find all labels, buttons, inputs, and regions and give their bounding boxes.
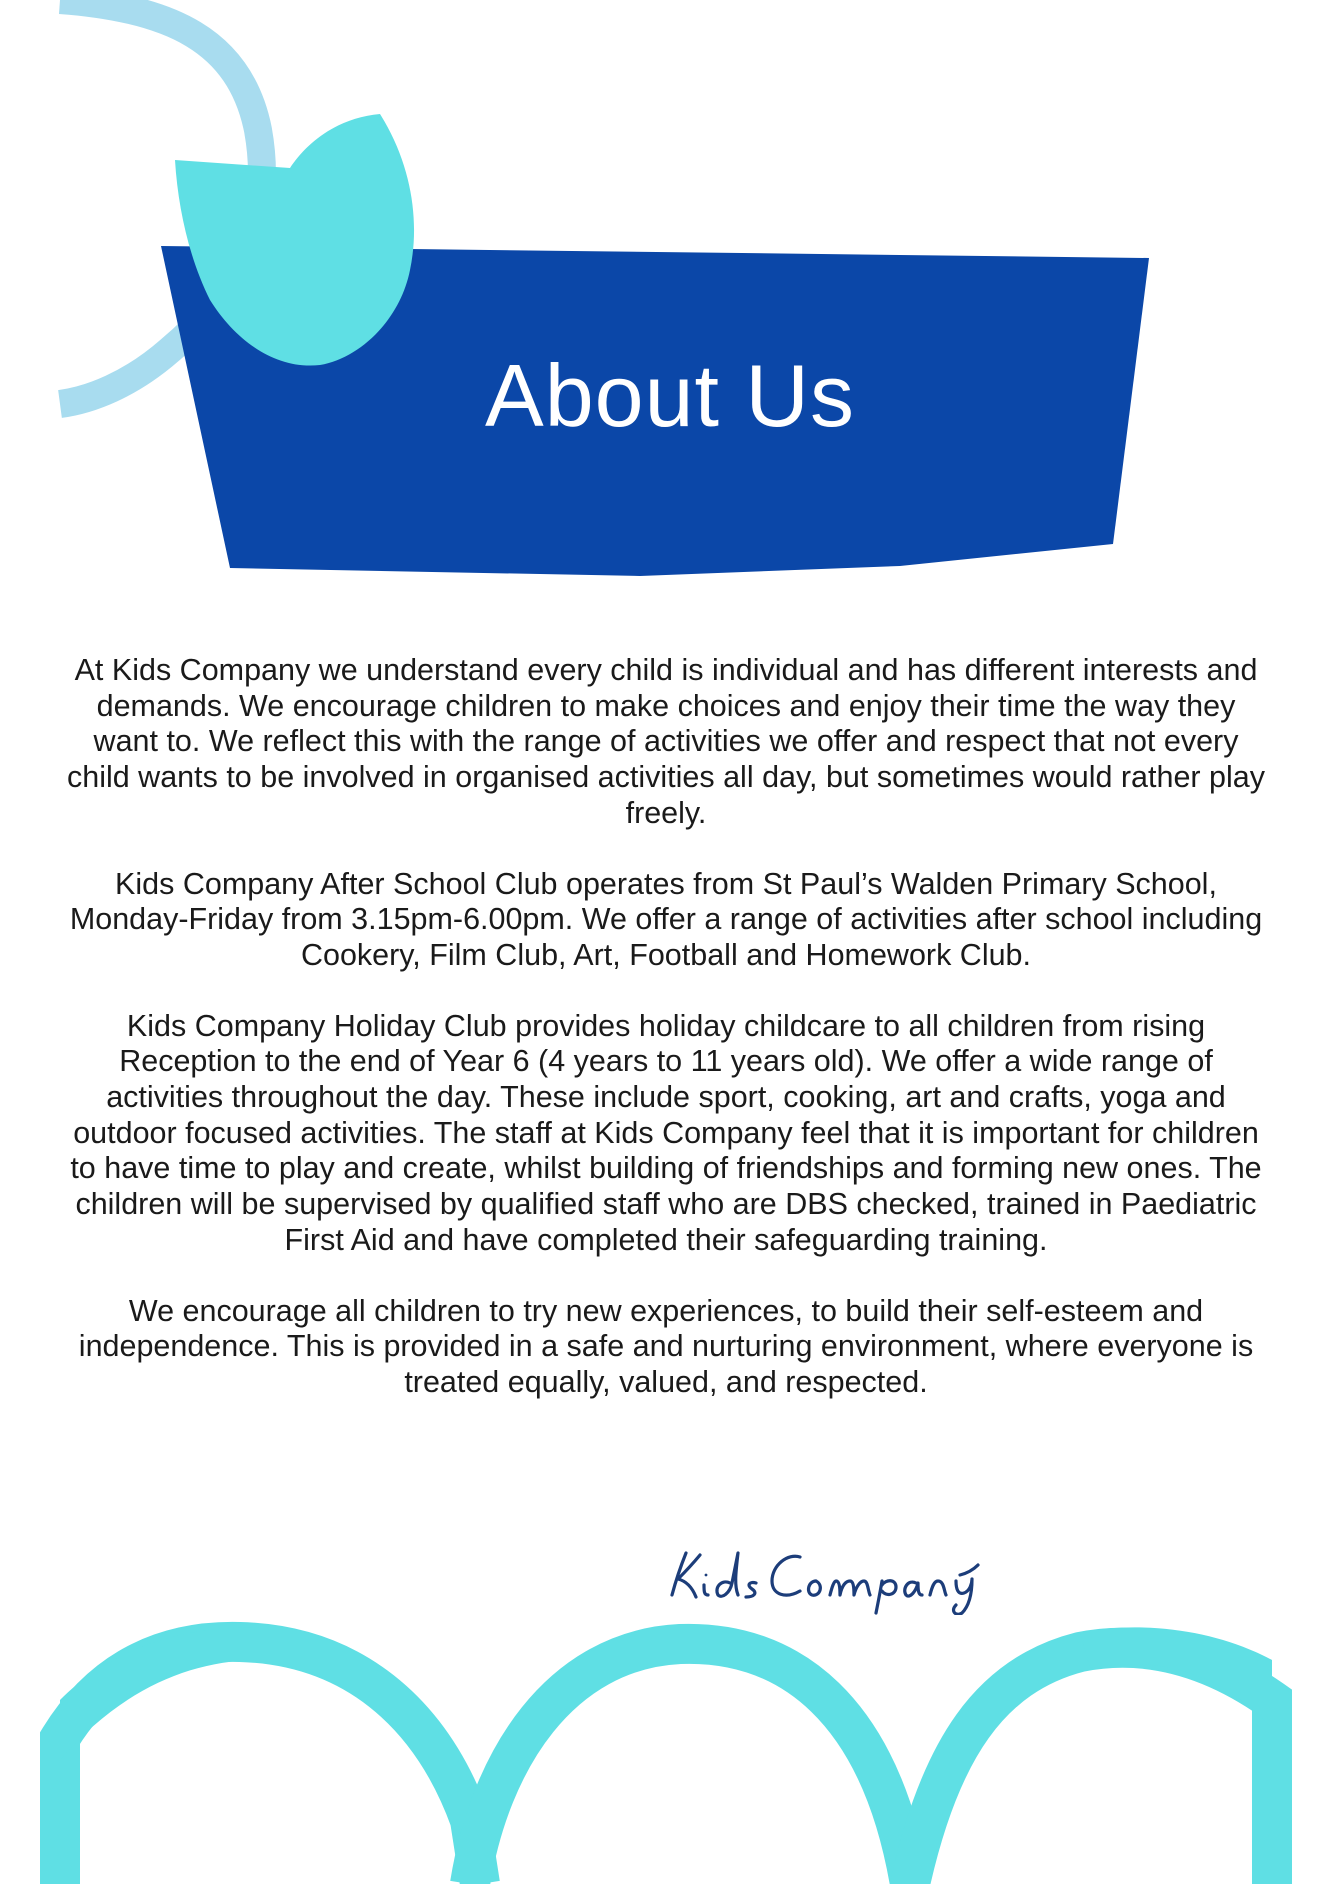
page-title: About Us [485, 346, 855, 445]
paragraph-values: We encourage all children to try new experiences, to build their self-esteem and independence. This is provided in a safe and nurturing environment, where everyone is treated equally, valued, and respected. [78, 1293, 1254, 1399]
paragraph-intro: At Kids Company we understand every child is individual and has different interests and demands. We encourage children to make choices and enjoy their time the way they want to. We reflect this with the range of activities we offer and respect that not every child wants to be involved in organised activities all day, but sometimes would rather play freely. [66, 653, 1266, 830]
about-body [62, 653, 1270, 1436]
bottom-band-right [1080, 1627, 1272, 1728]
bottom-band-left [60, 1628, 260, 1760]
paragraph-after-school-club: Kids Company After School Club operates from St Paul’s Walden Primary School, Monday-Friday from 3.15pm-6.00pm. We offer a range of activities after school including Cookery, Film Club, Art, Football and Homework Club. [69, 866, 1263, 972]
bottom-arc-decoration-2 [470, 1644, 910, 1884]
signature-graphic [660, 1525, 1020, 1615]
signature-logo [660, 1525, 1020, 1615]
paragraph-holiday-club: Kids Company Holiday Club provides holiday childcare to all children from rising Reception to the end of Year 6 (4 years to 11 years old). We offer a wide range of activities throughout the day. These include sport, cooking, art and crafts, yoga and outdoor focused activities. The staff at Kids Company feel that it is important for children to have time to play and create, whilst building of friendships and forming new ones. The children will be supervised by qualified staff who are DBS checked, trained in Paediatric First Aid and have completed their safeguarding training. [70, 1008, 1262, 1257]
